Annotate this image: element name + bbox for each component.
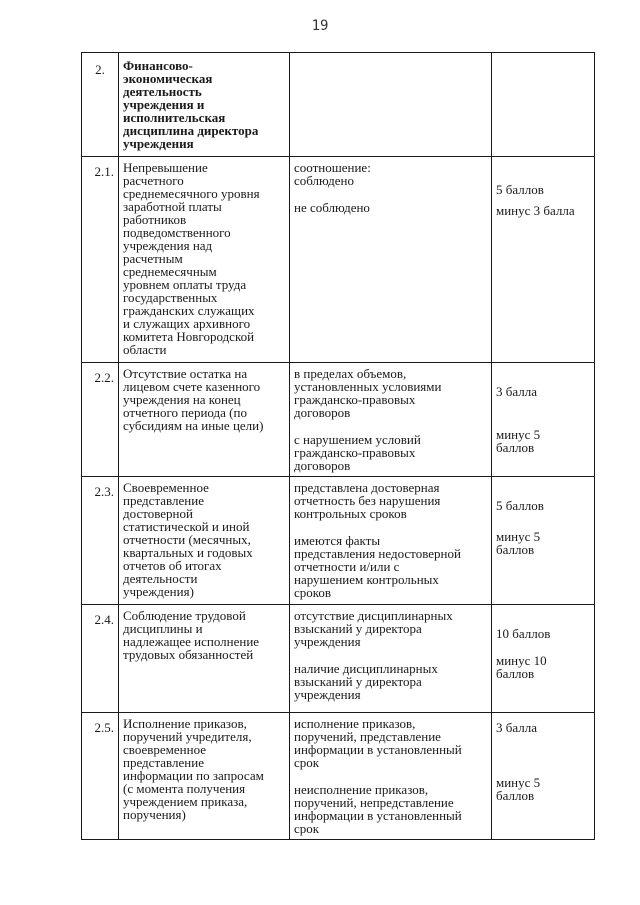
table-row: [82, 713, 595, 840]
score-option: минус 5 баллов: [496, 427, 541, 455]
table-row: [82, 53, 595, 157]
score-option: 3 балла: [496, 384, 537, 399]
criteria-table: [81, 52, 595, 840]
condition-option: соотношение: соблюдено: [294, 160, 371, 188]
row-number: 2.2.: [82, 363, 119, 477]
score-option: минус 5 баллов: [496, 775, 541, 803]
condition-option: не соблюдено: [294, 200, 370, 215]
table-row: [82, 157, 595, 363]
score-option: минус 5 баллов: [496, 529, 541, 557]
score-option: минус 3 балла: [496, 203, 575, 218]
condition-cell: [290, 157, 492, 363]
table-row: [82, 363, 595, 477]
score-option: 3 балла: [496, 720, 537, 735]
score-option: минус 10 баллов: [496, 653, 547, 681]
condition-option: отсутствие дисциплинарных взысканий у директора учреждения: [294, 608, 453, 649]
score-cell: [492, 713, 595, 840]
condition-cell: [290, 605, 492, 713]
condition-cell: [290, 713, 492, 840]
row-number: 2.1.: [82, 157, 119, 363]
page-number: 19: [311, 18, 329, 34]
condition-option: в пределах объемов, установленных условиями гражданско-правовых договоров: [294, 366, 442, 420]
table-row: [82, 605, 595, 713]
condition-option: наличие дисциплинарных взысканий у директора учреждения: [294, 661, 438, 702]
condition-cell: [290, 477, 492, 605]
score-cell: [492, 363, 595, 477]
table-row: [82, 477, 595, 605]
criterion-text: Отсутствие остатка на лицевом счете казенного учреждения на конец отчетного периода (по субсидиям на иные цели): [119, 363, 290, 477]
score-cell: [492, 53, 595, 157]
score-option: 5 баллов: [496, 182, 544, 197]
score-cell: [492, 477, 595, 605]
row-number: 2.3.: [82, 477, 119, 605]
condition-cell: [290, 53, 492, 157]
condition-option: имеются факты представления недостоверной отчетности и/или с нарушением контрольных сроков: [294, 533, 461, 600]
row-number: 2.: [82, 53, 119, 157]
score-cell: [492, 605, 595, 713]
score-cell: [492, 157, 595, 363]
criterion-text: Финансово- экономическая деятельность учреждения и исполнительская дисциплина директора учреждения: [119, 53, 290, 157]
condition-option: представлена достоверная отчетность без нарушения контрольных сроков: [294, 480, 441, 521]
criterion-text: Непревышение расчетного среднемесячного уровня заработной платы работников подведомственного учреждения над расчетным среднемесячным уровнем оплаты труда государственных гражданских служащих и служащих архивного комитета Новгородской области: [119, 157, 290, 363]
row-number: 2.4.: [82, 605, 119, 713]
condition-option: неисполнение приказов, поручений, непредставление информации в установленный срок: [294, 782, 462, 836]
score-option: 10 баллов: [496, 626, 551, 641]
row-number: 2.5.: [82, 713, 119, 840]
condition-cell: [290, 363, 492, 477]
score-option: 5 баллов: [496, 498, 544, 513]
condition-option: с нарушением условий гражданско-правовых договоров: [294, 432, 421, 473]
condition-option: исполнение приказов, поручений, представление информации в установленный срок: [294, 716, 462, 770]
criterion-text: Соблюдение трудовой дисциплины и надлежащее исполнение трудовых обязанностей: [119, 605, 290, 713]
criterion-text: Исполнение приказов, поручений учредителя, своевременное представление информации по запросам (с момента получения учреждением приказа, поручения): [119, 713, 290, 840]
criterion-text: Своевременное представление достоверной статистической и иной отчетности (месячных, квартальных и годовых отчетов об итогах деятельности учреждения): [119, 477, 290, 605]
